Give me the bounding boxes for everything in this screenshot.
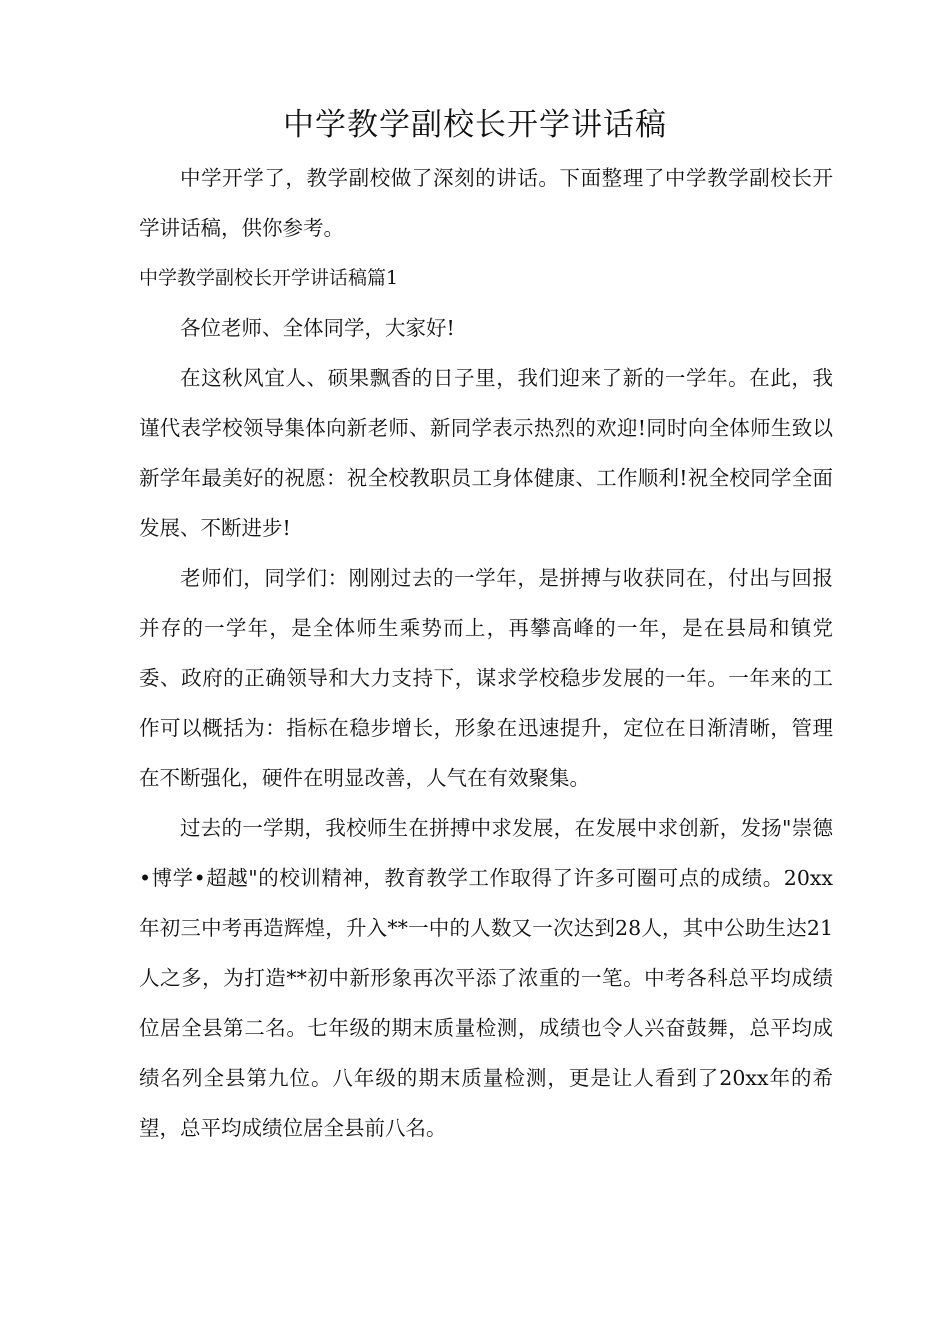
section-heading: 中学教学副校长开学讲话稿篇1 (139, 267, 399, 289)
body-paragraph-achievements: 过去的一学期，我校师生在拼搏中求发展，在发展中求创新，发扬"崇德•博学•超越"的校训精神，教育教学工作取得了许多可圈可点的成绩。20xx年初三中考再造辉煌，升入**一中的人数又一次达到28人，其中公助生达21人之多，为打造**初中新形象再次平添了浓重的一笔。中考各科总平均成绩位居全县第二名。七年级的期末质量检测，成绩也令人兴奋鼓舞，总平均成绩名列全县第九位。八年级的期末质量检测，更是让人看到了20xx年的希望，总平均成绩位居全县前八名。 (139, 816, 833, 1140)
greeting-paragraph: 各位老师、全体同学，大家好! (180, 316, 455, 340)
body-paragraph-welcome: 在这秋风宜人、硕果飘香的日子里，我们迎来了新的一学年。在此，我谨代表学校领导集体向新老师、新同学表示热烈的欢迎!同时向全体师生致以新学年最美好的祝愿：祝全校教职员工身体健康、工作顺利!祝全校同学全面发展、不断进步! (139, 366, 833, 540)
document-title: 中学教学副校长开学讲话稿 (283, 107, 667, 143)
document-body (139, 153, 833, 1153)
body-paragraph-review: 老师们，同学们：刚刚过去的一学年，是拼搏与收获同在，付出与回报并存的一学年，是全体师生乘势而上，再攀高峰的一年，是在县局和镇党委、政府的正确领导和大力支持下，谋求学校稳步发展的一年。一年来的工作可以概括为：指标在稳步增长，形象在迅速提升，定位在日渐清晰，管理在不断强化，硬件在明显改善，人气在有效聚集。 (139, 566, 833, 790)
intro-paragraph: 中学开学了，教学副校做了深刻的讲话。下面整理了中学教学副校长开学讲话稿，供你参考。 (139, 166, 833, 240)
